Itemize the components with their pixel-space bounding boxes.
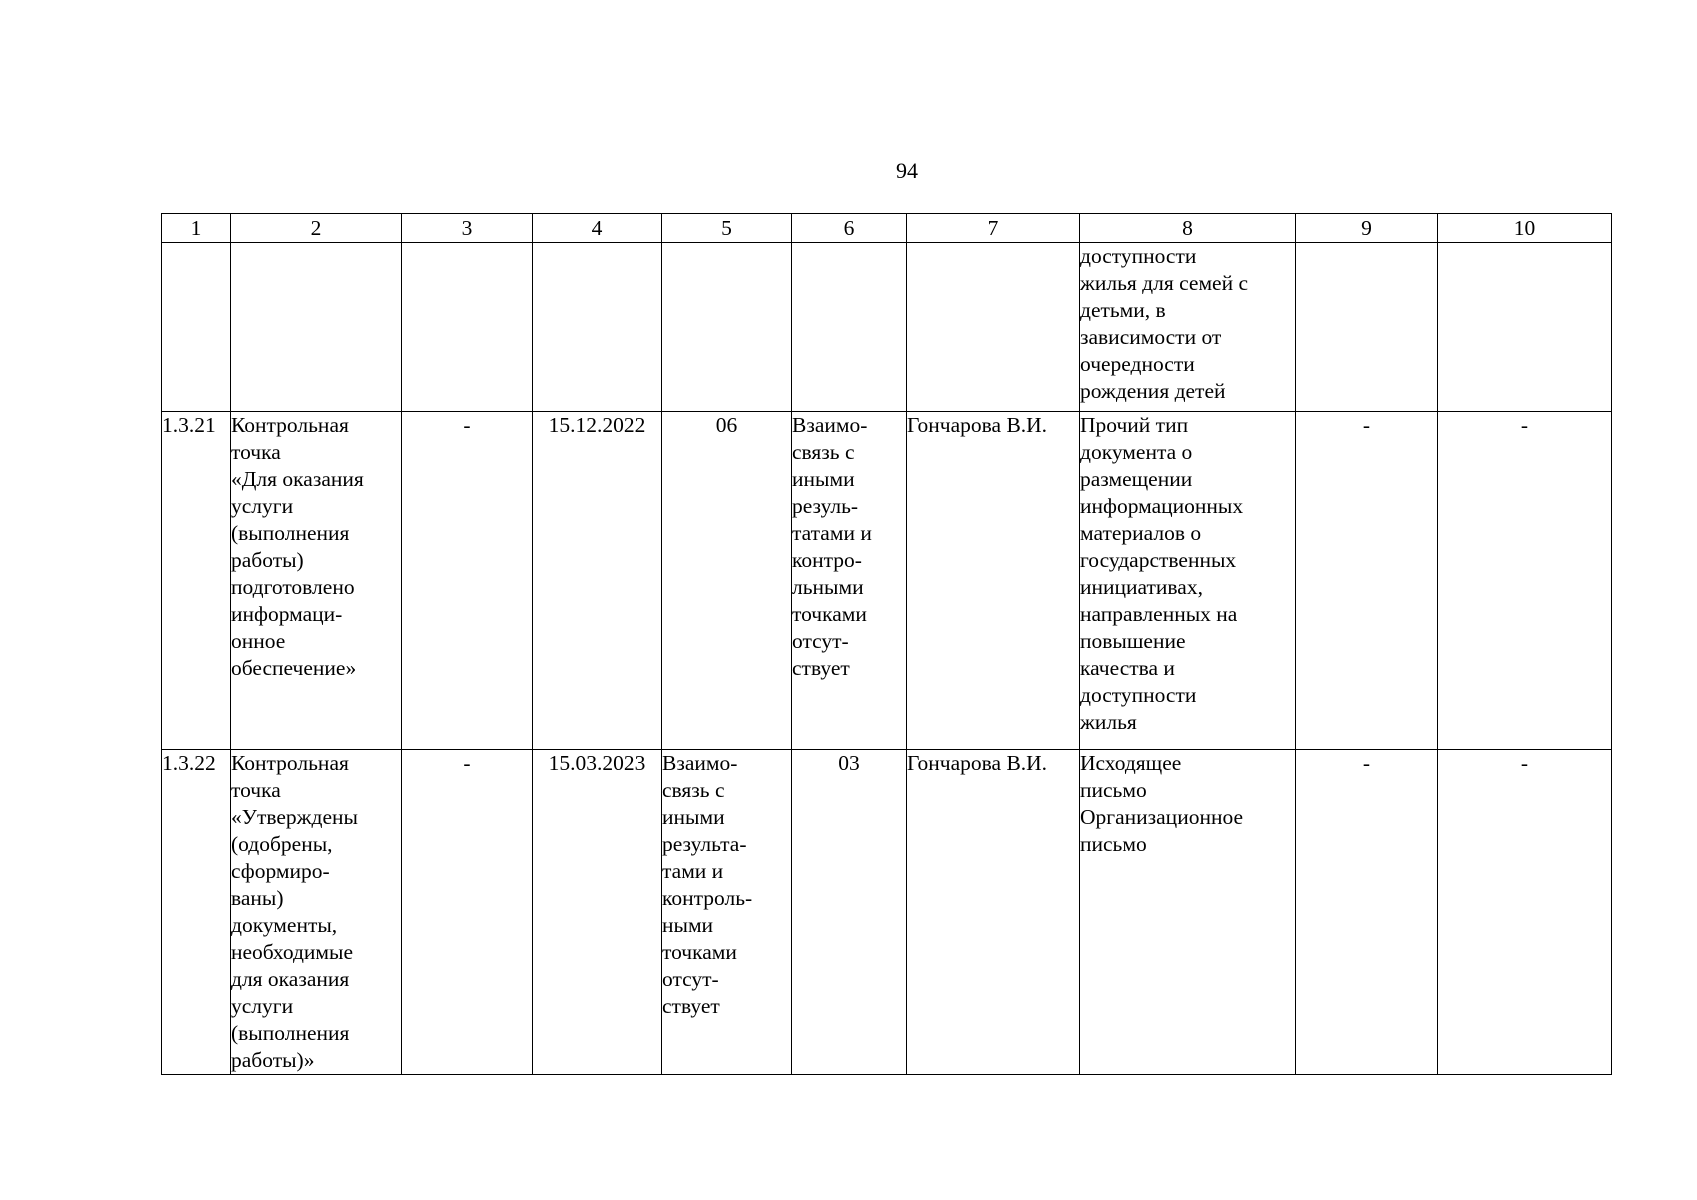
header-row: [162, 214, 1612, 243]
name-cell: Контрольная точка «Для оказания услуги (выполнения работы) подготовлено информаци- онное обеспечение»: [231, 412, 402, 750]
row-number-cell: 1.3.21: [162, 412, 231, 750]
column-header: 8: [1080, 214, 1296, 243]
page-number: 94: [896, 158, 918, 183]
table-cell: [662, 243, 792, 412]
date-cell: [533, 243, 662, 412]
document-type-cell: Прочий тип документа о размещении информационных материалов о государственных инициативах, направленных на повышение качества и доступности жилья: [1080, 412, 1296, 750]
column-header: 9: [1296, 214, 1438, 243]
table-cell: [1438, 243, 1612, 412]
responsible-cell: Гончарова В.И.: [907, 412, 1080, 750]
table-cell: -: [1438, 750, 1612, 1075]
table-cell: -: [1296, 750, 1438, 1075]
table-row: [162, 412, 1612, 750]
table-cell: [792, 243, 907, 412]
column-header: 4: [533, 214, 662, 243]
table-cell: 03: [792, 750, 907, 1075]
row-number-cell: 1.3.22: [162, 750, 231, 1075]
relation-cell: Взаимо- связь с иными результа- тами и контроль- ными точками отсут- ствует: [662, 750, 792, 1075]
column-header: 5: [662, 214, 792, 243]
table-cell: -: [402, 750, 533, 1075]
responsible-cell: [907, 243, 1080, 412]
name-cell: [231, 243, 402, 412]
plan-table: [161, 213, 1612, 1075]
document-type-cell: доступности жилья для семей с детьми, в зависимости от очередности рождения детей: [1080, 243, 1296, 412]
document-type-cell: Исходящее письмо Организационное письмо: [1080, 750, 1296, 1075]
column-header: 3: [402, 214, 533, 243]
column-header: 10: [1438, 214, 1612, 243]
table-row: [162, 750, 1612, 1075]
table-cell: -: [402, 412, 533, 750]
relation-cell: Взаимо- связь с иными резуль- татами и контро- льными точками отсут- ствует: [792, 412, 907, 750]
column-header: 2: [231, 214, 402, 243]
date-cell: 15.12.2022: [533, 412, 662, 750]
responsible-cell: Гончарова В.И.: [907, 750, 1080, 1075]
table-cell: [1296, 243, 1438, 412]
name-cell: Контрольная точка «Утверждены (одобрены, сформиро- ваны) документы, необходимые для оказания услуги (выполнения работы)»: [231, 750, 402, 1075]
column-header: 7: [907, 214, 1080, 243]
table-cell: [402, 243, 533, 412]
table-row: [162, 243, 1612, 412]
table-cell: -: [1438, 412, 1612, 750]
row-number-cell: [162, 243, 231, 412]
date-cell: 15.03.2023: [533, 750, 662, 1075]
column-header: 1: [162, 214, 231, 243]
table-cell: 06: [662, 412, 792, 750]
column-header: 6: [792, 214, 907, 243]
table-cell: -: [1296, 412, 1438, 750]
